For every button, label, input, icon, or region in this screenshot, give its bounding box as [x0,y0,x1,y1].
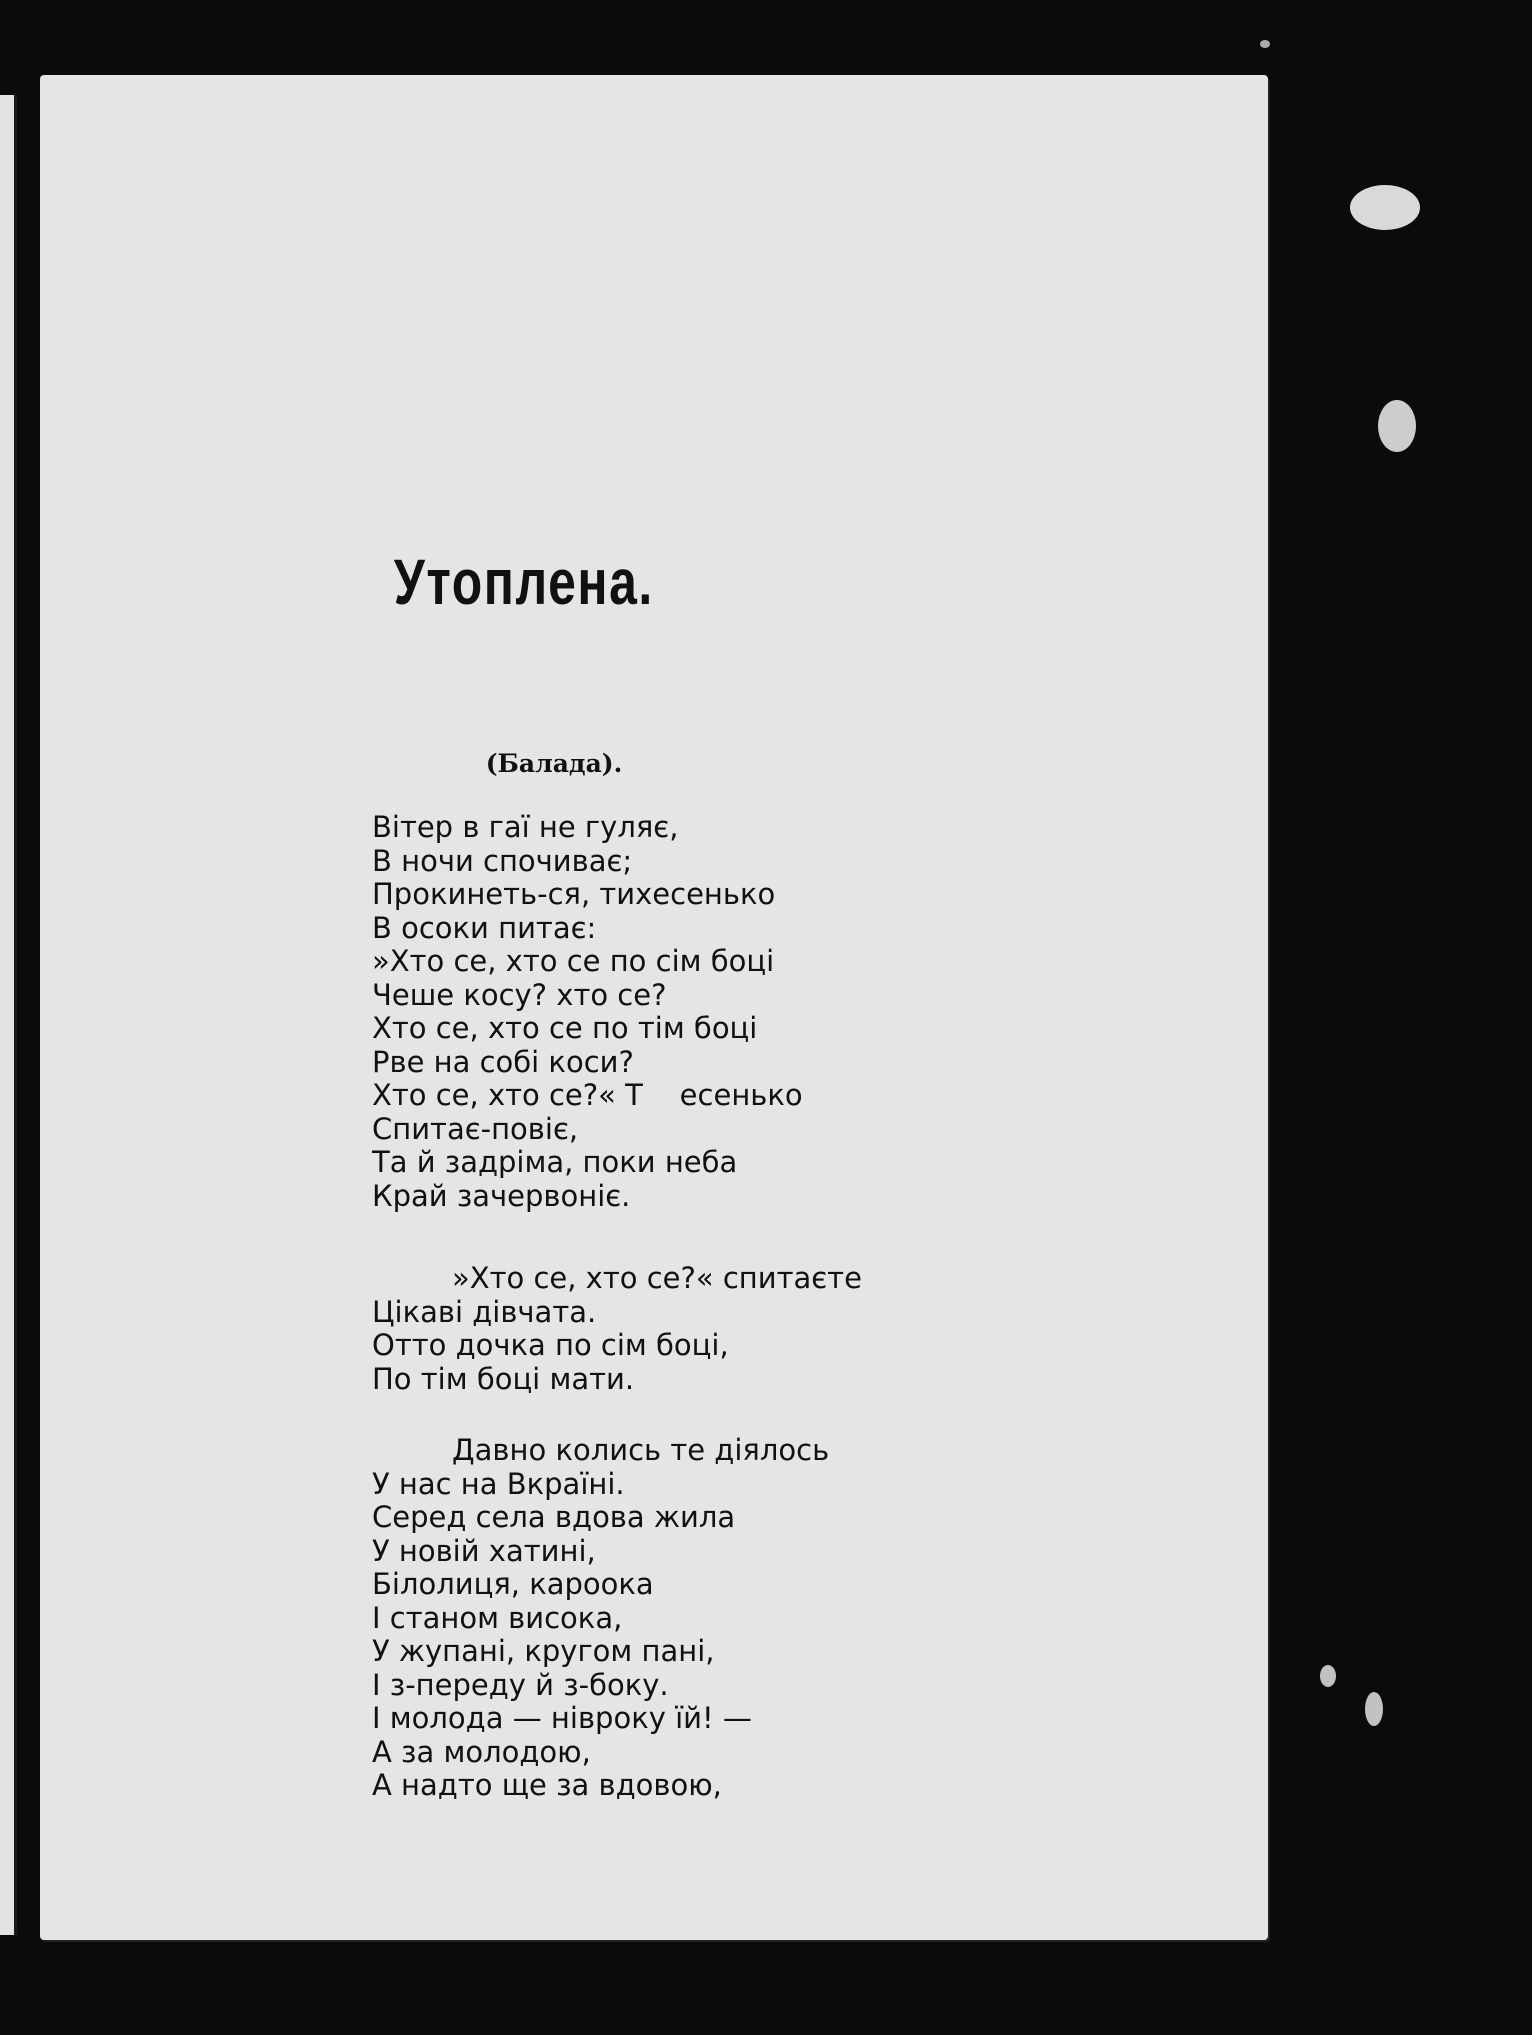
verse-line: Прокинеть-ся, тихесенько [372,877,776,911]
poem-title: Утоплена. [393,546,654,618]
dust-speck [1365,1692,1383,1726]
verse-line: »Хто се, хто се?« спитаєте [452,1261,862,1295]
verse-line: І з-переду й з-боку. [372,1667,669,1702]
verse-line: І станом висока, [372,1600,623,1635]
dust-speck [1260,40,1270,48]
dust-speck [1350,185,1420,230]
verse-line: Серед села вдова жила [372,1500,736,1534]
previous-page-edge [0,95,17,1935]
stanza-3 [372,1434,829,1803]
verse-line: По тім боці мати. [372,1361,635,1396]
verse-line: Отто дочка по сім боці, [372,1328,729,1362]
verse-line: Та й задріма, поки неба [372,1145,738,1179]
stanza-1 [372,811,803,1213]
verse-line: В ночи спочиває; [372,843,633,878]
verse-line: Давно колись те діялось [452,1433,830,1467]
verse-line: Хто се, хто се по тім боці [372,1011,758,1045]
verse-line: А надто ще за вдовою, [372,1768,722,1802]
verse-line: Чеше косу? хто се? [372,977,667,1012]
verse-line: Білолиця, кароока [372,1567,654,1601]
stanza-2 [372,1262,862,1396]
dust-speck [1378,400,1416,452]
verse-line: У жупані, кругом пані, [372,1634,715,1668]
verse-line: А за молодою, [372,1734,591,1769]
verse-line: У новій хатині, [372,1533,596,1568]
verse-line: Рве на собі коси? [372,1044,634,1079]
verse-line: »Хто се, хто се по сім боці [372,944,775,978]
book-page [40,75,1268,1940]
verse-line: І молода — нівроку їй! — [372,1701,752,1735]
verse-line: У нас на Вкраїні. [372,1466,625,1501]
dust-speck [1320,1665,1336,1687]
verse-line: Цікаві дівчата. [372,1294,597,1329]
verse-line: Край зачервоніє. [372,1178,631,1213]
verse-line: Хто се, хто се?« Т есенько [372,1078,803,1112]
verse-line: В осоки питає: [372,910,597,945]
verse-line: Спитає-повіє, [372,1111,579,1146]
poem-subtitle: (Балада). [485,749,623,778]
verse-line: Вітер в гаї не гуляє, [372,810,679,844]
